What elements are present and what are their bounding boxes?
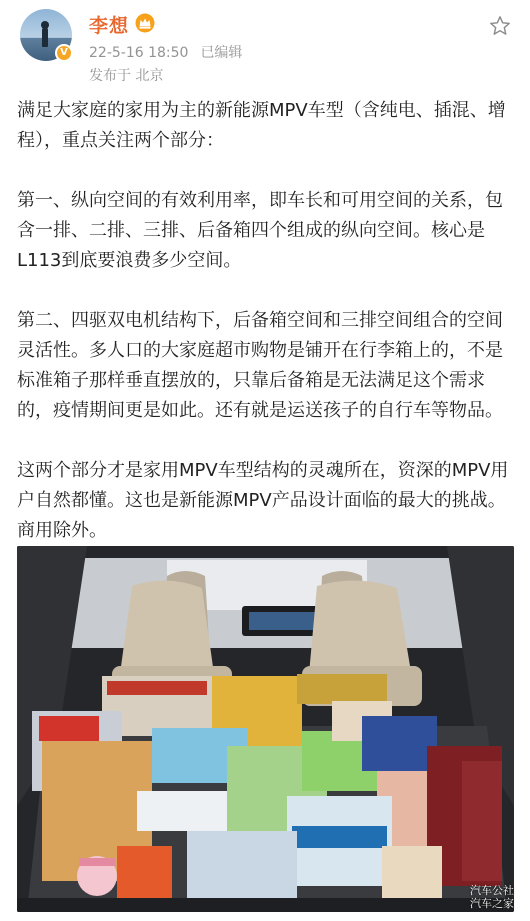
post-paragraph-1: 满足大家庭的家用为主的新能源MPV车型（含纯电、插混、增程），重点关注两个部分： [17, 100, 506, 151]
star-icon[interactable] [488, 14, 512, 38]
post-paragraph-4: 这两个部分才是家用MPV车型结构的灵魂所在，资深的MPV用户自然都懂。这也是新能源MPV产品设计面临的最大的挑战。商用除外。 [17, 460, 509, 541]
post-body [17, 96, 517, 546]
post-image[interactable] [17, 546, 514, 912]
avatar-figure [42, 27, 48, 47]
author-name[interactable]: 李想 [89, 15, 130, 37]
trunk-photo-illustration [17, 546, 514, 912]
crown-icon[interactable] [135, 13, 155, 33]
post-timestamp: 22-5-16 18:50 [89, 45, 189, 61]
post-paragraph-3: 第二、四驱双电机结构下，后备箱空间和三排空间组合的空间灵活性。多人口的大家庭超市购物是铺开在行李箱上的，不是标准箱子那样垂直摆放的，只靠后备箱是无法满足这个需求的，疫情期间更是如此。还有就是运送孩子的自行车等物品。 [17, 310, 503, 421]
post-meta [89, 42, 242, 62]
post-paragraph-2: 第一、纵向空间的有效利用率，即车长和可用空间的关系，包含一排、二排、三排、后备箱四个组成的纵向空间。核心是L113到底要浪费多少空间。 [17, 190, 503, 271]
edited-label[interactable]: 已编辑 [200, 45, 243, 61]
post-header [0, 0, 530, 90]
verified-badge-icon: V [55, 44, 73, 62]
image-watermark: 汽车公社 汽车之家 [470, 884, 514, 910]
post-location: 发布于 北京 [89, 68, 164, 84]
